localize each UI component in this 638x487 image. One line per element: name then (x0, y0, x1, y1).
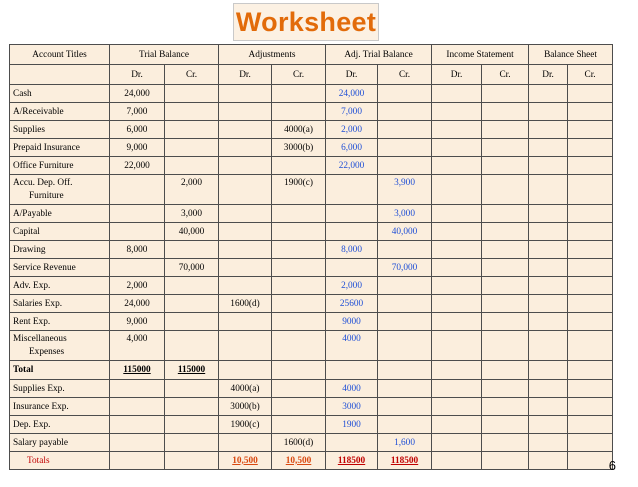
account-title-cell (10, 380, 110, 398)
account-title-cell (10, 223, 110, 241)
cell-bs-dr (529, 241, 568, 259)
cell-adj-dr: 10,500 (219, 452, 272, 470)
cell-bs-cr (568, 277, 613, 295)
cell-tb-cr (165, 416, 219, 434)
cell-bs-dr (529, 121, 568, 139)
cell-bs-cr (568, 121, 613, 139)
cell-bs-cr (568, 380, 613, 398)
cell-is-cr (482, 277, 529, 295)
account-title-cell (10, 416, 110, 434)
account-title: Miscellaneous (13, 334, 67, 344)
cell-tb-cr: 2,000 (165, 175, 219, 205)
cell-is-cr (482, 205, 529, 223)
header-is-cr: Cr. (482, 65, 529, 85)
cell-bs-dr (529, 259, 568, 277)
cell-adj-cr (272, 313, 326, 331)
cell-atb-dr: 8,000 (326, 241, 378, 259)
cell-atb-dr (326, 259, 378, 277)
cell-atb-dr: 2,000 (326, 121, 378, 139)
table-row (10, 452, 613, 470)
cell-atb-cr (378, 331, 432, 361)
cell-tb-cr: 40,000 (165, 223, 219, 241)
account-title: Salaries Exp. (13, 298, 63, 309)
cell-tb-dr: 2,000 (110, 277, 165, 295)
cell-bs-cr (568, 295, 613, 313)
cell-is-cr (482, 157, 529, 175)
account-title: Total (13, 365, 34, 375)
cell-tb-dr: 6,000 (110, 121, 165, 139)
table-row (10, 175, 613, 205)
cell-tb-cr (165, 157, 219, 175)
cell-atb-dr: 22,000 (326, 157, 378, 175)
account-title: A/Payable (13, 208, 52, 219)
account-title-continued: Furniture (29, 191, 64, 201)
cell-adj-cr (272, 259, 326, 277)
header-tb-cr: Cr. (165, 65, 219, 85)
table-row (10, 361, 613, 380)
account-title-cell (10, 434, 110, 452)
cell-is-cr (482, 103, 529, 121)
cell-tb-cr (165, 121, 219, 139)
cell-bs-cr (568, 157, 613, 175)
account-title-cell (10, 205, 110, 223)
table-row (10, 434, 613, 452)
header-adjustments: Adjustments (219, 45, 326, 65)
account-title-cell (10, 241, 110, 259)
cell-tb-cr: 115000 (165, 361, 219, 380)
cell-atb-dr: 7,000 (326, 103, 378, 121)
cell-atb-dr: 4000 (326, 380, 378, 398)
cell-adj-cr (272, 223, 326, 241)
cell-atb-cr (378, 103, 432, 121)
account-title: Service Revenue (13, 262, 76, 273)
cell-atb-dr (326, 361, 378, 380)
header-atb-cr: Cr. (378, 65, 432, 85)
cell-is-dr (432, 103, 482, 121)
cell-is-dr (432, 416, 482, 434)
cell-is-dr (432, 259, 482, 277)
cell-bs-cr (568, 241, 613, 259)
cell-tb-dr: 9,000 (110, 139, 165, 157)
header-bs-dr: Dr. (529, 65, 568, 85)
table-row (10, 85, 613, 103)
cell-is-dr (432, 205, 482, 223)
cell-is-dr (432, 313, 482, 331)
cell-is-cr (482, 398, 529, 416)
cell-tb-dr: 4,000 (110, 331, 165, 361)
header-empty (10, 65, 110, 85)
header-atb-dr: Dr. (326, 65, 378, 85)
cell-is-cr (482, 121, 529, 139)
cell-tb-dr (110, 398, 165, 416)
header-adj-cr: Cr. (272, 65, 326, 85)
cell-tb-cr (165, 331, 219, 361)
cell-adj-dr (219, 121, 272, 139)
cell-is-cr (482, 295, 529, 313)
cell-tb-dr: 24,000 (110, 85, 165, 103)
cell-tb-cr (165, 277, 219, 295)
cell-is-dr (432, 434, 482, 452)
cell-adj-dr: 4000(a) (219, 380, 272, 398)
table-row (10, 416, 613, 434)
cell-bs-dr (529, 205, 568, 223)
cell-bs-cr (568, 331, 613, 361)
cell-atb-dr: 3000 (326, 398, 378, 416)
cell-adj-dr (219, 313, 272, 331)
cell-adj-cr: 3000(b) (272, 139, 326, 157)
account-title-cell (10, 398, 110, 416)
cell-adj-cr (272, 331, 326, 361)
cell-bs-dr (529, 380, 568, 398)
cell-is-dr (432, 121, 482, 139)
cell-bs-dr (529, 313, 568, 331)
cell-atb-dr (326, 434, 378, 452)
cell-tb-cr (165, 295, 219, 313)
account-title: Salary payable (13, 437, 68, 448)
cell-is-cr (482, 259, 529, 277)
table-row (10, 380, 613, 398)
cell-is-cr (482, 380, 529, 398)
cell-adj-cr (272, 103, 326, 121)
cell-is-dr (432, 452, 482, 470)
cell-adj-cr: 10,500 (272, 452, 326, 470)
cell-tb-dr (110, 380, 165, 398)
cell-is-dr (432, 361, 482, 380)
cell-atb-cr (378, 277, 432, 295)
cell-adj-cr: 1600(d) (272, 434, 326, 452)
account-title: Supplies Exp. (13, 383, 65, 394)
cell-adj-cr (272, 380, 326, 398)
cell-adj-cr: 4000(a) (272, 121, 326, 139)
cell-bs-cr (568, 313, 613, 331)
group-header-row (10, 45, 613, 65)
cell-tb-dr (110, 205, 165, 223)
header-account-titles: Account Titles (10, 45, 110, 65)
cell-atb-dr: 6,000 (326, 139, 378, 157)
cell-atb-cr (378, 313, 432, 331)
cell-bs-dr (529, 223, 568, 241)
cell-atb-cr (378, 85, 432, 103)
cell-atb-dr: 4000 (326, 331, 378, 361)
cell-adj-dr (219, 331, 272, 361)
cell-tb-cr (165, 452, 219, 470)
account-title-cell (10, 277, 110, 295)
table-row (10, 205, 613, 223)
cell-adj-dr (219, 85, 272, 103)
cell-bs-cr (568, 85, 613, 103)
cell-bs-cr (568, 139, 613, 157)
cell-is-dr (432, 398, 482, 416)
cell-tb-cr (165, 139, 219, 157)
cell-adj-dr (219, 205, 272, 223)
header-adj-dr: Dr. (219, 65, 272, 85)
cell-is-dr (432, 157, 482, 175)
cell-bs-cr (568, 398, 613, 416)
cell-adj-cr (272, 157, 326, 175)
cell-is-dr (432, 139, 482, 157)
cell-bs-cr (568, 434, 613, 452)
cell-tb-dr (110, 223, 165, 241)
account-title-cell (10, 175, 110, 205)
cell-is-dr (432, 223, 482, 241)
header-income-statement: Income Statement (432, 45, 529, 65)
header-trial-balance: Trial Balance (110, 45, 219, 65)
cell-bs-dr (529, 103, 568, 121)
cell-tb-cr (165, 434, 219, 452)
cell-atb-cr (378, 121, 432, 139)
table-row (10, 121, 613, 139)
account-title: Totals (27, 455, 50, 466)
table-row (10, 103, 613, 121)
account-title: A/Receivable (13, 106, 64, 117)
cell-adj-dr (219, 223, 272, 241)
cell-bs-cr (568, 452, 613, 470)
cell-adj-dr (219, 103, 272, 121)
cell-adj-dr (219, 277, 272, 295)
cell-atb-cr: 70,000 (378, 259, 432, 277)
table-row (10, 139, 613, 157)
account-title-cell (10, 331, 110, 361)
cell-adj-dr (219, 259, 272, 277)
cell-adj-cr (272, 205, 326, 223)
cell-atb-dr (326, 223, 378, 241)
cell-adj-cr (272, 241, 326, 259)
cell-atb-dr (326, 175, 378, 205)
cell-is-dr (432, 277, 482, 295)
cell-adj-cr (272, 295, 326, 313)
cell-atb-dr: 24,000 (326, 85, 378, 103)
cell-is-cr (482, 452, 529, 470)
cell-tb-dr: 24,000 (110, 295, 165, 313)
cell-bs-dr (529, 175, 568, 205)
cell-tb-dr: 22,000 (110, 157, 165, 175)
cell-atb-cr (378, 295, 432, 313)
table-row (10, 223, 613, 241)
cell-bs-dr (529, 416, 568, 434)
account-title: Cash (13, 88, 32, 99)
cell-is-cr (482, 175, 529, 205)
cell-adj-cr (272, 361, 326, 380)
table-row (10, 398, 613, 416)
cell-atb-cr (378, 361, 432, 380)
account-title-cell (10, 361, 110, 380)
account-title: Adv. Exp. (13, 280, 51, 291)
header-bs-cr: Cr. (568, 65, 613, 85)
cell-tb-dr (110, 452, 165, 470)
cell-is-cr (482, 331, 529, 361)
dr-cr-header-row (10, 65, 613, 85)
cell-tb-cr (165, 380, 219, 398)
cell-adj-dr (219, 139, 272, 157)
cell-atb-dr: 1900 (326, 416, 378, 434)
account-title: Drawing (13, 244, 46, 255)
cell-adj-dr: 1600(d) (219, 295, 272, 313)
cell-atb-cr: 3,900 (378, 175, 432, 205)
cell-atb-cr (378, 398, 432, 416)
cell-atb-cr (378, 380, 432, 398)
cell-tb-dr (110, 175, 165, 205)
cell-adj-cr (272, 277, 326, 295)
cell-is-cr (482, 361, 529, 380)
cell-is-dr (432, 85, 482, 103)
table-row (10, 259, 613, 277)
cell-atb-cr: 40,000 (378, 223, 432, 241)
header-adj-trial-balance: Adj. Trial Balance (326, 45, 432, 65)
cell-atb-cr: 1,600 (378, 434, 432, 452)
cell-is-dr (432, 175, 482, 205)
cell-tb-cr: 3,000 (165, 205, 219, 223)
account-title-cell (10, 313, 110, 331)
cell-bs-dr (529, 361, 568, 380)
account-title-cell (10, 139, 110, 157)
header-is-dr: Dr. (432, 65, 482, 85)
cell-tb-dr: 8,000 (110, 241, 165, 259)
cell-bs-dr (529, 85, 568, 103)
cell-tb-cr (165, 398, 219, 416)
account-title-continued: Expenses (29, 347, 65, 357)
cell-bs-cr (568, 205, 613, 223)
account-title-cell (10, 121, 110, 139)
page-number: 6 (608, 458, 616, 473)
cell-atb-dr (326, 205, 378, 223)
cell-is-cr (482, 416, 529, 434)
cell-bs-cr (568, 416, 613, 434)
cell-bs-dr (529, 452, 568, 470)
cell-adj-cr (272, 416, 326, 434)
cell-tb-cr (165, 85, 219, 103)
cell-atb-cr (378, 241, 432, 259)
cell-bs-cr (568, 361, 613, 380)
cell-atb-dr: 9000 (326, 313, 378, 331)
cell-bs-dr (529, 295, 568, 313)
cell-adj-dr (219, 157, 272, 175)
cell-is-cr (482, 241, 529, 259)
cell-adj-dr (219, 434, 272, 452)
table-row (10, 331, 613, 361)
cell-tb-cr (165, 313, 219, 331)
cell-bs-cr (568, 223, 613, 241)
cell-tb-dr (110, 259, 165, 277)
cell-atb-cr: 3,000 (378, 205, 432, 223)
cell-bs-dr (529, 434, 568, 452)
cell-atb-dr: 2,000 (326, 277, 378, 295)
cell-is-cr (482, 85, 529, 103)
cell-bs-dr (529, 277, 568, 295)
cell-tb-dr (110, 416, 165, 434)
cell-bs-dr (529, 398, 568, 416)
cell-bs-dr (529, 331, 568, 361)
table-row (10, 313, 613, 331)
cell-atb-dr: 118500 (326, 452, 378, 470)
cell-tb-cr: 70,000 (165, 259, 219, 277)
table-row (10, 295, 613, 313)
cell-atb-cr: 118500 (378, 452, 432, 470)
table-row (10, 157, 613, 175)
cell-adj-cr (272, 85, 326, 103)
cell-adj-cr (272, 398, 326, 416)
account-title: Insurance Exp. (13, 401, 69, 412)
cell-tb-dr: 9,000 (110, 313, 165, 331)
header-tb-dr: Dr. (110, 65, 165, 85)
account-title-cell (10, 259, 110, 277)
table-row (10, 241, 613, 259)
account-title-cell (10, 85, 110, 103)
table-row (10, 277, 613, 295)
cell-atb-cr (378, 139, 432, 157)
page-title: Worksheet (233, 3, 379, 41)
cell-tb-dr: 7,000 (110, 103, 165, 121)
account-title-cell (10, 157, 110, 175)
cell-adj-cr: 1900(c) (272, 175, 326, 205)
cell-adj-dr: 1900(c) (219, 416, 272, 434)
account-title-cell (10, 295, 110, 313)
cell-bs-cr (568, 103, 613, 121)
cell-is-dr (432, 241, 482, 259)
cell-adj-dr (219, 241, 272, 259)
account-title-cell (10, 103, 110, 121)
account-title: Dep. Exp. (13, 419, 51, 430)
cell-atb-dr: 25600 (326, 295, 378, 313)
worksheet-table (9, 44, 613, 470)
cell-is-cr (482, 223, 529, 241)
account-title: Accu. Dep. Off. (13, 178, 73, 188)
cell-adj-dr (219, 175, 272, 205)
cell-is-cr (482, 434, 529, 452)
cell-atb-cr (378, 157, 432, 175)
cell-bs-cr (568, 259, 613, 277)
cell-is-cr (482, 139, 529, 157)
cell-adj-dr: 3000(b) (219, 398, 272, 416)
cell-tb-dr (110, 434, 165, 452)
cell-bs-cr (568, 175, 613, 205)
cell-is-dr (432, 295, 482, 313)
cell-atb-cr (378, 416, 432, 434)
header-balance-sheet: Balance Sheet (529, 45, 613, 65)
account-title: Supplies (13, 124, 46, 135)
account-title: Capital (13, 226, 40, 237)
cell-is-dr (432, 331, 482, 361)
account-title: Prepaid Insurance (13, 142, 80, 153)
cell-tb-cr (165, 103, 219, 121)
account-title-cell (10, 452, 110, 470)
cell-adj-dr (219, 361, 272, 380)
cell-bs-dr (529, 139, 568, 157)
cell-is-cr (482, 313, 529, 331)
cell-is-dr (432, 380, 482, 398)
cell-tb-dr: 115000 (110, 361, 165, 380)
account-title: Rent Exp. (13, 316, 51, 327)
cell-bs-dr (529, 157, 568, 175)
account-title: Office Furniture (13, 160, 74, 171)
cell-tb-cr (165, 241, 219, 259)
